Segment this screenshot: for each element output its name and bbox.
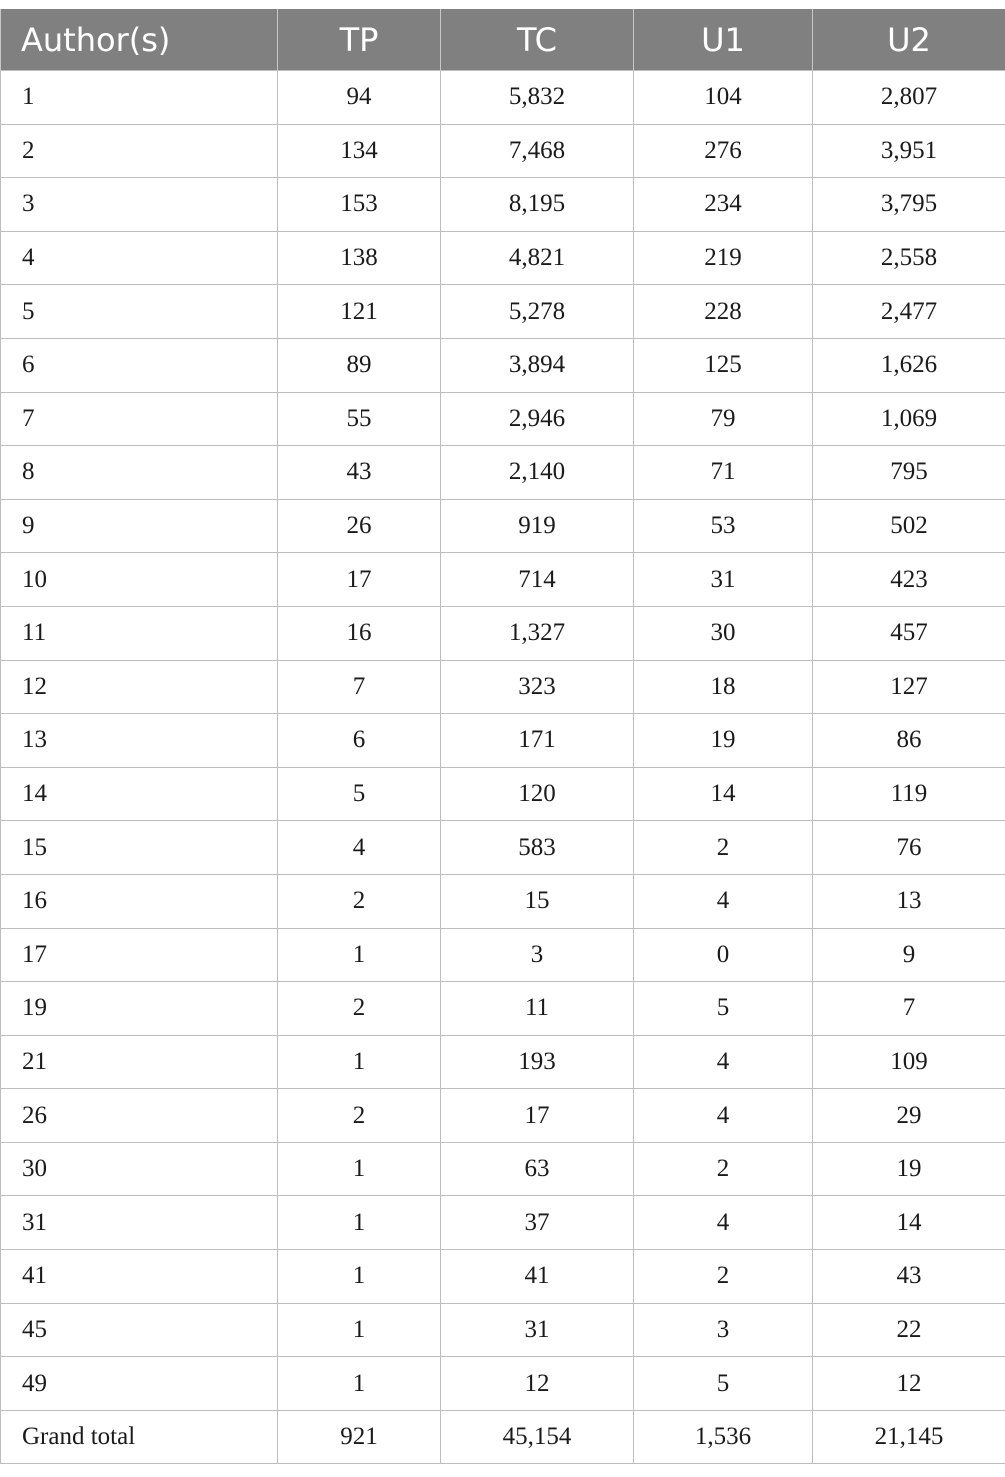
cell-u1: 276: [634, 124, 813, 178]
table-row: [1, 821, 1005, 875]
cell-tc: 4,821: [441, 231, 634, 285]
cell-tc: 41: [441, 1250, 634, 1304]
cell-authors: 31: [1, 1196, 278, 1250]
cell-tp: 4: [278, 821, 441, 875]
table-row: [1, 1250, 1005, 1304]
cell-tc: 63: [441, 1142, 634, 1196]
cell-tc: 5,278: [441, 285, 634, 339]
table-row: [1, 928, 1005, 982]
cell-u1: 4: [634, 874, 813, 928]
cell-tc: 8,195: [441, 178, 634, 232]
cell-u1: 219: [634, 231, 813, 285]
cell-tc: 1,327: [441, 606, 634, 660]
table-row: [1, 446, 1005, 500]
cell-u2: 29: [813, 1089, 1005, 1143]
cell-u2: 22: [813, 1303, 1005, 1357]
table-row: [1, 1035, 1005, 1089]
cell-u1: 228: [634, 285, 813, 339]
cell-u2: 1,069: [813, 392, 1005, 446]
cell-authors: 21: [1, 1035, 278, 1089]
cell-authors: 4: [1, 231, 278, 285]
cell-tp: 43: [278, 446, 441, 500]
authorship-table: [0, 9, 1005, 1464]
cell-u2: 14: [813, 1196, 1005, 1250]
cell-tp: 7: [278, 660, 441, 714]
cell-tp: 1: [278, 1035, 441, 1089]
cell-u2: 423: [813, 553, 1005, 607]
cell-u1: 4: [634, 1196, 813, 1250]
table-row: [1, 1303, 1005, 1357]
table-row: [1, 124, 1005, 178]
cell-u1: 79: [634, 392, 813, 446]
cell-authors: 2: [1, 124, 278, 178]
table-row: [1, 982, 1005, 1036]
cell-authors: 7: [1, 392, 278, 446]
cell-tc: 12: [441, 1357, 634, 1411]
cell-authors: 1: [1, 71, 278, 125]
header-row: [1, 9, 1005, 71]
table-row: [1, 1357, 1005, 1411]
cell-tc: 120: [441, 767, 634, 821]
cell-tp: 17: [278, 553, 441, 607]
cell-u1: 31: [634, 553, 813, 607]
cell-authors: Grand total: [1, 1410, 278, 1464]
cell-authors: 10: [1, 553, 278, 607]
cell-authors: 16: [1, 874, 278, 928]
cell-tc: 171: [441, 714, 634, 768]
cell-authors: 41: [1, 1250, 278, 1304]
cell-tp: 6: [278, 714, 441, 768]
cell-authors: 12: [1, 660, 278, 714]
table-row: [1, 660, 1005, 714]
cell-u1: 53: [634, 499, 813, 553]
cell-tp: 2: [278, 1089, 441, 1143]
table-row: [1, 178, 1005, 232]
cell-authors: 14: [1, 767, 278, 821]
cell-tp: 1: [278, 1357, 441, 1411]
cell-tp: 1: [278, 1142, 441, 1196]
cell-u2: 7: [813, 982, 1005, 1036]
table-row: [1, 285, 1005, 339]
table-row: [1, 338, 1005, 392]
cell-authors: 19: [1, 982, 278, 1036]
cell-u2: 9: [813, 928, 1005, 982]
cell-u1: 2: [634, 1250, 813, 1304]
cell-u1: 18: [634, 660, 813, 714]
header-cell-u2: U2: [813, 9, 1005, 71]
cell-tp: 5: [278, 767, 441, 821]
cell-u2: 76: [813, 821, 1005, 875]
cell-u1: 71: [634, 446, 813, 500]
cell-u1: 4: [634, 1035, 813, 1089]
table-row: [1, 714, 1005, 768]
table-row: [1, 874, 1005, 928]
cell-u1: 30: [634, 606, 813, 660]
cell-authors: 49: [1, 1357, 278, 1411]
header-cell-tp: TP: [278, 9, 441, 71]
cell-tc: 37: [441, 1196, 634, 1250]
cell-u2: 86: [813, 714, 1005, 768]
cell-u2: 127: [813, 660, 1005, 714]
cell-u2: 119: [813, 767, 1005, 821]
cell-tp: 89: [278, 338, 441, 392]
cell-tp: 138: [278, 231, 441, 285]
cell-u1: 3: [634, 1303, 813, 1357]
cell-authors: 15: [1, 821, 278, 875]
cell-tp: 153: [278, 178, 441, 232]
cell-tc: 15: [441, 874, 634, 928]
cell-authors: 26: [1, 1089, 278, 1143]
cell-tc: 2,946: [441, 392, 634, 446]
cell-tp: 1: [278, 1303, 441, 1357]
cell-tc: 323: [441, 660, 634, 714]
cell-u1: 234: [634, 178, 813, 232]
cell-tp: 26: [278, 499, 441, 553]
cell-authors: 17: [1, 928, 278, 982]
cell-authors: 5: [1, 285, 278, 339]
cell-tc: 583: [441, 821, 634, 875]
cell-u1: 2: [634, 1142, 813, 1196]
cell-authors: 45: [1, 1303, 278, 1357]
cell-tc: 714: [441, 553, 634, 607]
header-cell-u1: U1: [634, 9, 813, 71]
cell-tp: 55: [278, 392, 441, 446]
cell-tc: 7,468: [441, 124, 634, 178]
grand-total-row: [1, 1410, 1005, 1464]
table-row: [1, 553, 1005, 607]
cell-u1: 0: [634, 928, 813, 982]
cell-u1: 1,536: [634, 1410, 813, 1464]
cell-u1: 125: [634, 338, 813, 392]
cell-u2: 3,951: [813, 124, 1005, 178]
cell-u1: 4: [634, 1089, 813, 1143]
cell-tc: 3: [441, 928, 634, 982]
cell-tc: 193: [441, 1035, 634, 1089]
table-row: [1, 392, 1005, 446]
cell-tc: 45,154: [441, 1410, 634, 1464]
cell-u2: 2,558: [813, 231, 1005, 285]
table-row: [1, 499, 1005, 553]
cell-tc: 31: [441, 1303, 634, 1357]
cell-u2: 1,626: [813, 338, 1005, 392]
cell-u1: 14: [634, 767, 813, 821]
table-row: [1, 606, 1005, 660]
authorship-table-container: [0, 9, 1005, 1464]
table-body: [1, 71, 1005, 1464]
table-row: [1, 71, 1005, 125]
cell-tc: 3,894: [441, 338, 634, 392]
cell-tc: 5,832: [441, 71, 634, 125]
cell-tc: 2,140: [441, 446, 634, 500]
cell-tp: 2: [278, 982, 441, 1036]
cell-authors: 13: [1, 714, 278, 768]
cell-u2: 457: [813, 606, 1005, 660]
table-row: [1, 1196, 1005, 1250]
cell-authors: 11: [1, 606, 278, 660]
cell-u1: 5: [634, 1357, 813, 1411]
cell-u2: 795: [813, 446, 1005, 500]
cell-tp: 1: [278, 1196, 441, 1250]
cell-tp: 1: [278, 928, 441, 982]
cell-u2: 3,795: [813, 178, 1005, 232]
table-header: [1, 9, 1005, 71]
cell-authors: 9: [1, 499, 278, 553]
cell-tp: 16: [278, 606, 441, 660]
header-cell-tc: TC: [441, 9, 634, 71]
cell-u2: 21,145: [813, 1410, 1005, 1464]
cell-tc: 17: [441, 1089, 634, 1143]
cell-authors: 30: [1, 1142, 278, 1196]
cell-tp: 121: [278, 285, 441, 339]
cell-authors: 8: [1, 446, 278, 500]
cell-u2: 109: [813, 1035, 1005, 1089]
table-row: [1, 1089, 1005, 1143]
cell-u2: 12: [813, 1357, 1005, 1411]
cell-u2: 13: [813, 874, 1005, 928]
cell-tc: 11: [441, 982, 634, 1036]
cell-u1: 2: [634, 821, 813, 875]
cell-authors: 3: [1, 178, 278, 232]
table-row: [1, 1142, 1005, 1196]
cell-u1: 19: [634, 714, 813, 768]
cell-tp: 94: [278, 71, 441, 125]
cell-authors: 6: [1, 338, 278, 392]
table-row: [1, 231, 1005, 285]
table-row: [1, 767, 1005, 821]
cell-u2: 43: [813, 1250, 1005, 1304]
cell-tp: 1: [278, 1250, 441, 1304]
cell-u2: 2,477: [813, 285, 1005, 339]
cell-tp: 134: [278, 124, 441, 178]
cell-u1: 104: [634, 71, 813, 125]
cell-u1: 5: [634, 982, 813, 1036]
cell-tp: 921: [278, 1410, 441, 1464]
cell-u2: 502: [813, 499, 1005, 553]
header-cell-authors: Author(s): [1, 9, 278, 71]
cell-u2: 19: [813, 1142, 1005, 1196]
cell-tp: 2: [278, 874, 441, 928]
cell-tc: 919: [441, 499, 634, 553]
cell-u2: 2,807: [813, 71, 1005, 125]
